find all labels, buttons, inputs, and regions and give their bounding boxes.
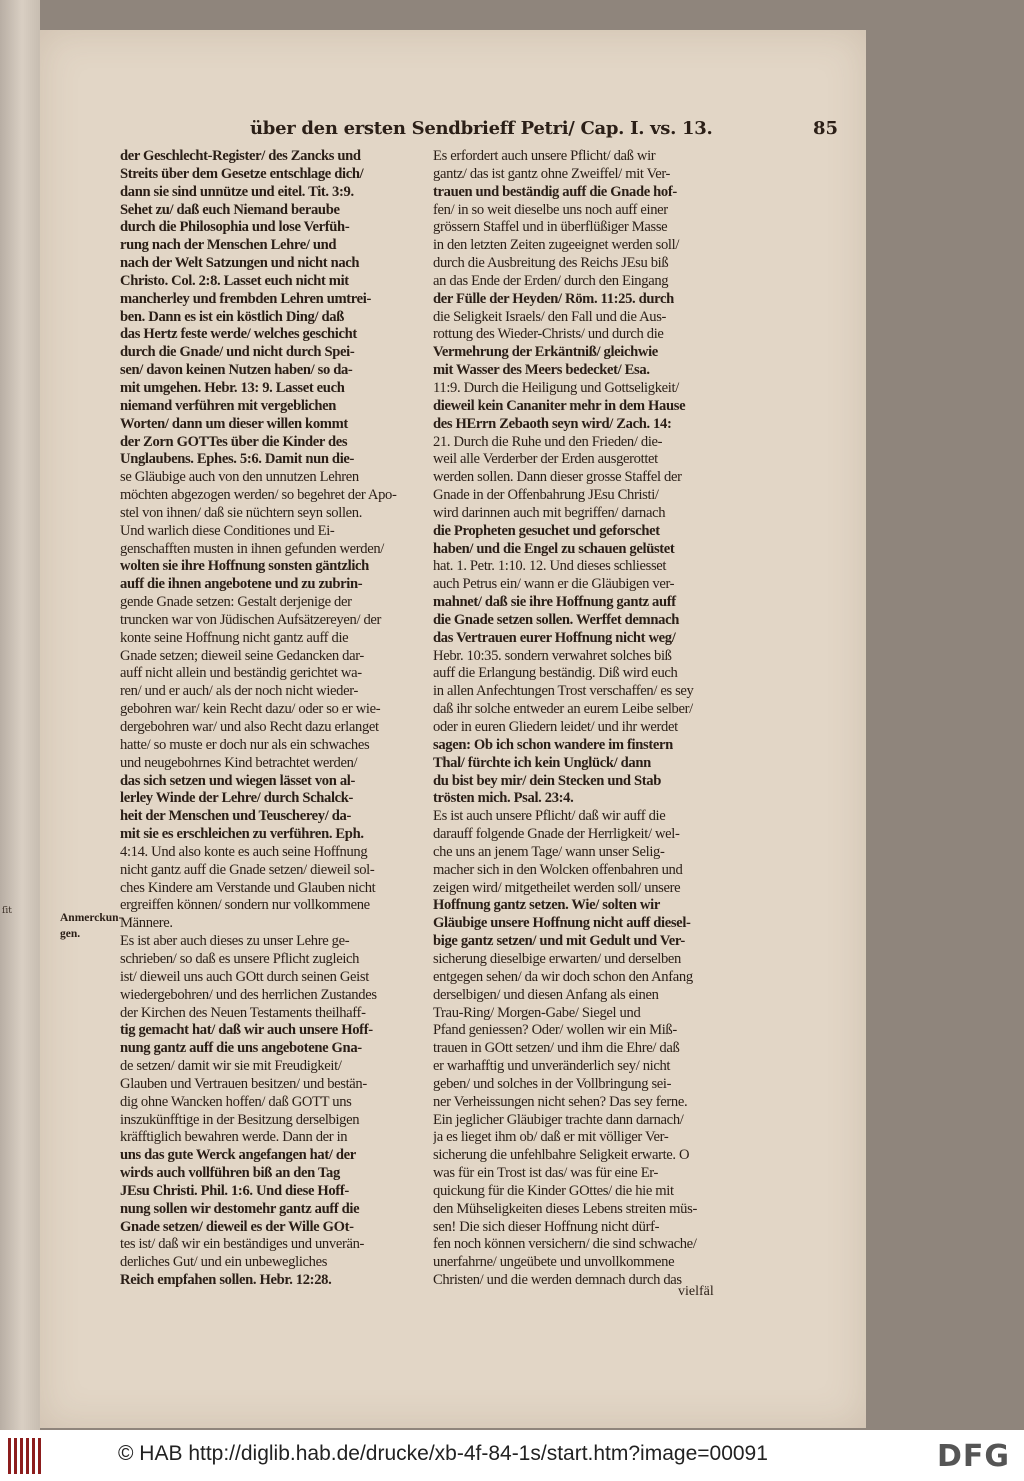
running-head: über den ersten Sendbrieff Petri/ Cap. I. vs. 13. [250,118,713,139]
text-line: auff nicht allein und beständig gerichtet wa- [120,665,362,682]
text-line: des HErrn Zebaoth seyn wird/ Zach. 14: [433,415,672,432]
text-line: Und warlich diese Conditiones und Ei- [120,522,335,539]
text-line: tes ist/ daß wir ein beständiges und unverän- [120,1236,365,1253]
text-line: Pfand geniessen? Oder/ wollen wir ein Miß- [433,1022,677,1039]
text-line: dieweil kein Cananiter mehr in dem Hause [433,397,686,414]
text-line: daß ihr solche entweder an eurem Leibe selber/ [433,701,693,718]
left-column [120,148,432,1290]
text-line: was für ein Trost ist das/ was für eine Er- [433,1165,659,1182]
text-line: Trau-Ring/ Morgen-Gabe/ Siegel und [433,1004,641,1021]
text-line: das Vertrauen eurer Hoffnung nicht weg/ [433,629,676,646]
text-line: derselbigen/ und diesen Anfang als einen [433,986,659,1003]
text-line: fen/ in so weit dieselbe uns noch auff einer [433,201,668,218]
text-line: zeigen wird/ mitgetheilet werden soll/ unsere [433,879,681,896]
text-line: Glauben und Vertrauen besitzen/ und bestän- [120,1075,367,1092]
text-line: die Propheten gesuchet und geforschet [433,522,660,539]
left-page-edge [0,0,40,1430]
text-line: truncken war von Jüdischen Aufsätzereyen/ der [120,611,382,628]
text-line: trauen in GOtt setzen/ und ihm die Ehre/ daß [433,1040,680,1057]
text-line: Unglaubens. Ephes. 5:6. Damit nun die- [120,451,355,468]
text-line: werden sollen. Dann dieser grosse Staffel der [433,469,682,486]
text-line: ergreiffen können/ sondern nur vollkommene [120,897,370,914]
text-line: sen/ davon keinen Nutzen haben/ so da- [120,362,353,379]
text-line: sagen: Ob ich schon wandere im finstern [433,736,673,753]
page-number: 85 [812,118,838,139]
text-line: grössern Staffel und in überflüßiger Masse [433,219,668,236]
text-line: Christen/ und die werden demnach durch das [433,1272,682,1289]
text-line: dann sie sind unnütze und eitel. Tit. 3:9. [120,183,354,200]
text-line: trauen und beständig auff die Gnade hof- [433,183,677,200]
text-line: nach der Welt Satzungen und nicht nach [120,255,360,272]
text-line: macher sich in den Wolcken offenbahren und [433,861,683,878]
text-line: darauff folgende Gnade der Herrligkeit/ wel- [433,826,680,843]
footer-credit-link[interactable]: © HAB http://diglib.hab.de/drucke/xb-4f-84-1s/start.htm?image=00091 [118,1442,768,1465]
text-line: ren/ und er auch/ als der noch nicht wieder- [120,683,358,700]
catchword: vielfäl [678,1284,714,1299]
text-line: 11:9. Durch die Heiligung und Gottseligkeit/ [433,379,679,396]
text-line: JEsu Christi. Phil. 1:6. Und diese Hoff- [120,1182,349,1199]
text-line: dig ohne Wancken hoffen/ daß GOTT uns [120,1093,352,1110]
text-line: gantz/ das ist gantz ohne Zweiffel/ mit Ver- [433,165,671,182]
text-line: genschafften musten in ihnen gefunden werden/ [120,540,385,557]
text-line: die Gnade setzen sollen. Werffet demnach [433,611,679,628]
text-line: dergebohren war/ und also Recht dazu erlanget [120,719,379,735]
book-page [40,30,866,1428]
marginal-note-line: gen. [60,928,81,940]
text-line: der Zorn GOTTes über die Kinder des [120,433,348,450]
text-line: geben/ und solches in der Vollbringung sei- [433,1075,672,1092]
text-line: ner Verheissungen nicht sehen? Das sey ferne. [433,1093,688,1110]
text-line: rottung des Wieder-Christs/ und durch die [433,326,664,343]
text-line: mancherley und frembden Lehren umtrei- [120,290,371,307]
text-line: tig gemacht hat/ daß wir auch unsere Hoff- [120,1022,373,1039]
text-line: mit Wasser des Meers bedecket/ Esa. [433,362,650,379]
right-column [433,148,769,1290]
text-line: Gläubige unsere Hoffnung nicht auff diesel- [433,915,691,932]
text-line: das Hertz feste werde/ welches geschicht [120,326,357,343]
text-line: mit umgehen. Hebr. 13: 9. Lasset euch [120,379,345,396]
text-line: rung nach der Menschen Lehre/ und [120,237,337,254]
text-line: uns das gute Werck angefangen hat/ der [120,1147,356,1164]
text-line: durch die Ausbreitung des Reichs JEsu biß [433,255,669,272]
text-line: Gnade setzen/ dieweil es der Wille GOt- [120,1218,354,1235]
text-line: heit der Menschen und Teuscherey/ da- [120,808,351,825]
text-line: Vermehrung der Erkäntniß/ gleichwie [433,344,658,361]
text-line: nung gantz auff die uns angebotene Gna- [120,1040,362,1057]
text-line: 4:14. Und also konte es auch seine Hoffnung [120,843,368,860]
text-line: du bist bey mir/ dein Stecken und Stab [433,772,661,789]
text-line: den Mühseligkeiten dieses Lebens streiten müs- [433,1200,697,1217]
text-line: der Geschlecht-Register/ des Zancks und [120,148,361,164]
text-line: auff die Erlangung beständig. Diß wird euch [433,665,678,682]
text-line: weil alle Verderber der Erden ausgerottet [433,451,658,468]
library-logo-icon [8,1438,44,1474]
text-line: durch die Philosophia und lose Verfüh- [120,219,350,236]
text-line: fen noch können versichern/ die sind schwache/ [433,1236,697,1253]
text-line: gebohren war/ kein Recht dazu/ oder so er wie- [120,701,381,718]
text-line: in allen Anfechtungen Trost verschaffen/ es sey [433,683,694,700]
text-line: das sich setzen und wiegen lässet von al- [120,772,355,789]
text-line: der Kirchen des Neuen Testaments theilhaff- [120,1004,366,1021]
text-line: hat. 1. Petr. 1:10. 12. Und dieses schliesset [433,558,667,575]
text-line: ja es lieget ihm ob/ daß er mit völliger Ver- [433,1129,669,1146]
text-line: kräfftiglich bewahren werde. Dann der in [120,1129,348,1146]
text-line: und neugebohrnes Kind betrachtet werden/ [120,754,358,771]
text-line: an das Ende der Erden/ durch den Eingang [433,272,669,289]
text-line: Sehet zu/ daß euch Niemand beraube [120,201,340,218]
text-line: ist/ dieweil uns auch GOtt durch seinen Geist [120,968,369,985]
text-line: in den letzten Zeiten zugeeignet werden soll/ [433,237,680,254]
text-line: Männere. [120,915,173,932]
marginal-note [60,910,123,942]
text-line: haben/ und die Engel zu schauen gelüstet [433,540,675,557]
text-line: Es erfordert auch unsere Pflicht/ daß wir [433,148,656,164]
text-line: der Fülle der Heyden/ Röm. 11:25. durch [433,290,674,307]
text-line: die Seligkeit Israels/ den Fall und die Aus- [433,308,667,325]
marginal-note-line: Anmerckun- [60,912,123,924]
text-line: stel von ihnen/ daß sie nüchtern seyn sollen. [120,504,363,521]
text-line: Hoffnung gantz setzen. Wie/ solten wir [433,897,660,914]
text-line: hatte/ so muste er doch nur als ein schwaches [120,736,370,753]
text-line: Es ist auch unsere Pflicht/ daß wir auff die [433,808,666,825]
text-line: wolten sie ihre Hoffnung sonsten gäntzlich [120,558,369,575]
text-line: mahnet/ daß sie ihre Hoffnung gantz auff [433,594,676,611]
text-line: gende Gnade setzen: Gestalt derjenige der [120,594,352,611]
text-line: konte seine Hoffnung nicht gantz auff die [120,629,349,646]
text-line: ches Kindere am Verstande und Glauben nicht [120,879,376,896]
text-line: er warhafftig und unveränderlich sey/ nicht [433,1058,671,1075]
text-line: Gnade setzen; dieweil seine Gedancken dar- [120,647,364,664]
text-line: möchten abgezogen werden/ so begehret der Apo- [120,487,397,504]
text-line: lerley Winde der Lehre/ durch Schalck- [120,790,354,807]
text-line: wirds auch vollführen biß an den Tag [120,1165,340,1182]
text-line: che uns an jenem Tage/ wann unser Selig- [433,843,665,860]
text-line: trösten mich. Psal. 23:4. [433,790,574,807]
text-line: quickung für die Kinder GOttes/ die hie mit [433,1182,674,1199]
text-line: Gnade in der Offenbahrung JEsu Christi/ [433,487,659,504]
text-line: Streits über dem Gesetze entschlage dich/ [120,165,364,182]
text-line: bige gantz setzen/ und mit Gedult und Ver- [433,933,685,950]
text-line: Reich empfahen sollen. Hebr. 12:28. [120,1272,332,1289]
text-line: schrieben/ so daß es unsere Pflicht zugleich [120,950,360,967]
text-line: auch Petrus ein/ wann er die Gläubigen ver- [433,576,675,593]
text-line: wiedergebohren/ und des herrlichen Zustandes [120,986,377,1003]
left-margin-fragment: ſit [2,906,12,916]
text-line: unerfahrne/ ungeübete und unvollkommene [433,1254,675,1271]
text-line: oder in euren Gliedern leidet/ und ihr werdet [433,719,678,735]
text-line: mit sie es erschleichen zu verführen. Eph. [120,826,364,843]
text-line: Hebr. 10:35. sondern verwahret solches biß [433,647,672,664]
text-line: Es ist aber auch dieses zu unser Lehre ge- [120,933,350,950]
text-line: nung sollen wir destomehr gantz auff die [120,1200,360,1217]
text-line: sen! Die sich dieser Hoffnung nicht dürf- [433,1218,660,1235]
footer-bar [0,1430,1024,1481]
text-line: Ein jeglicher Gläubiger trachte dann darnach/ [433,1111,684,1128]
text-line: auff die ihnen angebotene und zu zubrin- [120,576,363,593]
text-line: Worten/ dann um dieser willen kommt [120,415,348,432]
dfg-logo: DFG [936,1439,1010,1474]
text-line: entgegen sehen/ da wir doch schon den Anfang [433,968,693,985]
text-line: sicherung dieselbige erwarten/ und derselben [433,950,682,967]
text-line: durch die Gnade/ und nicht durch Spei- [120,344,355,361]
text-line: Thal/ fürchte ich kein Unglück/ dann [433,754,651,771]
text-line: wird darinnen auch mit begriffen/ darnach [433,504,666,521]
text-line: se Gläubige auch von den unnutzen Lehren [120,469,359,486]
text-line: inszukünfftige in der Besitzung derselbigen [120,1111,360,1128]
text-line: Christo. Col. 2:8. Lasset euch nicht mit [120,272,349,289]
text-line: derliches Gut/ und ein unbewegliches [120,1254,328,1271]
text-line: sicherung die unfehlbahre Seligkeit erwarte. O [433,1147,690,1164]
text-line: 21. Durch die Ruhe und den Frieden/ die- [433,433,663,450]
text-line: de setzen/ damit wir sie mit Freudigkeit/ [120,1058,342,1075]
text-line: ben. Dann es ist ein köstlich Ding/ daß [120,308,344,325]
text-line: nicht gantz auff die Gnade setzen/ dieweil sol- [120,861,375,878]
text-line: niemand verführen mit vergeblichen [120,397,337,414]
